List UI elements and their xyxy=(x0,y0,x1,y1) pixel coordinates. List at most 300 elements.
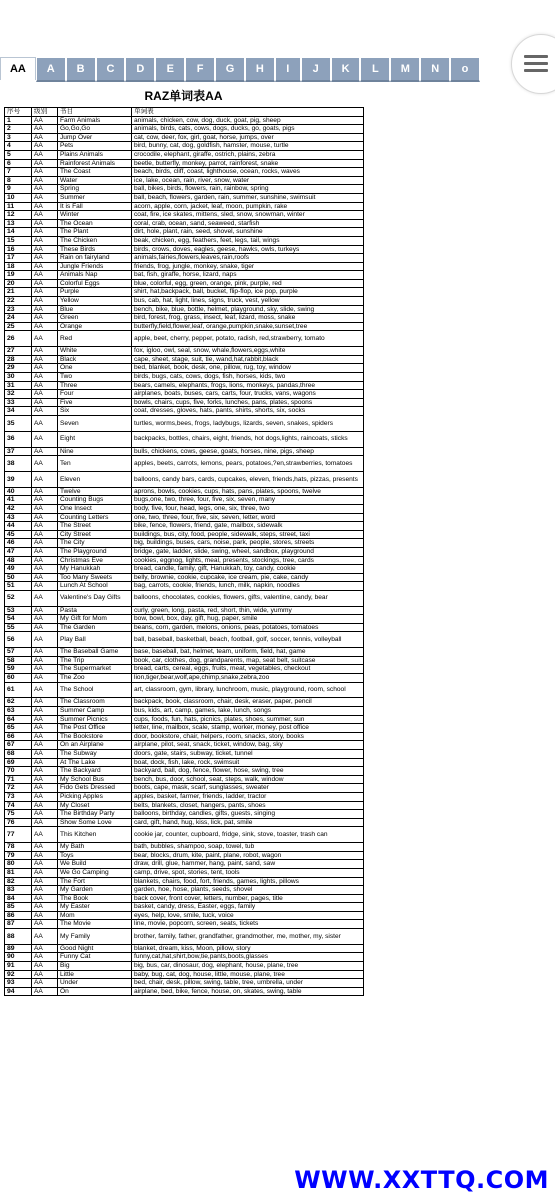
row-index: 36 xyxy=(5,431,32,447)
row-word-list: fox, igloo, owl, seal, snow, whale,flowers,eggs,white xyxy=(132,347,364,356)
row-level: AA xyxy=(32,894,58,903)
row-index: 29 xyxy=(5,364,32,373)
row-level: AA xyxy=(32,732,58,741)
row-word-list: bear, blocks, drum, kite, paint, plane, robot, wagon xyxy=(132,851,364,860)
table-row xyxy=(5,827,364,843)
table-row xyxy=(5,305,364,314)
row-book-title: My Bath xyxy=(58,843,132,852)
level-tab-o[interactable]: o xyxy=(450,57,480,82)
row-level: AA xyxy=(32,953,58,962)
table-row xyxy=(5,530,364,539)
row-word-list: balloons, birthday, candles, gifts, guests, singing xyxy=(132,810,364,819)
row-book-title: Eleven xyxy=(58,471,132,487)
row-level: AA xyxy=(32,513,58,522)
row-index: 19 xyxy=(5,271,32,280)
row-book-title: These Birds xyxy=(58,245,132,254)
row-index: 3 xyxy=(5,133,32,142)
row-index: 60 xyxy=(5,674,32,683)
row-word-list: balloons, chocolates, cookies, flowers, gifts, valentine, candy, bear xyxy=(132,590,364,606)
row-word-list: lion,tiger,bear,wolf,ape,chimp,snake,zebra,zoo xyxy=(132,674,364,683)
row-book-title: It is Fall xyxy=(58,202,132,211)
table-row xyxy=(5,920,364,929)
row-book-title: Farm Animals xyxy=(58,116,132,125)
row-word-list: cookie jar, counter, cupboard, fridge, sink, stove, toaster, trash can xyxy=(132,827,364,843)
row-book-title: Eight xyxy=(58,431,132,447)
row-level: AA xyxy=(32,767,58,776)
table-row xyxy=(5,355,364,364)
row-level: AA xyxy=(32,471,58,487)
row-level: AA xyxy=(32,347,58,356)
row-index: 49 xyxy=(5,565,32,574)
row-level: AA xyxy=(32,615,58,624)
row-word-list: bed, chair, desk, pillow, swing, table, tree, umbrella, under xyxy=(132,979,364,988)
row-word-list: bench, bus, door, school, seat, steps, walk, window xyxy=(132,775,364,784)
level-tab-k[interactable]: K xyxy=(331,57,361,82)
row-level: AA xyxy=(32,271,58,280)
row-level: AA xyxy=(32,582,58,591)
row-index: 72 xyxy=(5,784,32,793)
row-book-title: Show Some Love xyxy=(58,818,132,827)
row-book-title: My School Bus xyxy=(58,775,132,784)
row-word-list: friends, frog, jungle, monkey, snake, tiger xyxy=(132,262,364,271)
row-level: AA xyxy=(32,665,58,674)
row-word-list: airplane, pilot, seat, snack, ticket, window, bag, sky xyxy=(132,741,364,750)
row-index: 11 xyxy=(5,202,32,211)
row-word-list: big, bus, car, dinosaur, dog, elephant, house, plane, tree xyxy=(132,962,364,971)
row-level: AA xyxy=(32,245,58,254)
level-tab-n[interactable]: N xyxy=(420,57,450,82)
row-book-title: Winter xyxy=(58,211,132,220)
row-level: AA xyxy=(32,656,58,665)
row-word-list: belts, blankets, closet, hangers, pants, shoes xyxy=(132,801,364,810)
row-word-list: bowls, chairs, cups, five, forks, lunches, pans, plates, spoons xyxy=(132,398,364,407)
table-row xyxy=(5,623,364,632)
word-list-sheet xyxy=(4,86,363,996)
row-index: 86 xyxy=(5,911,32,920)
row-word-list: aprons, bowls, cookies, cups, hats, pans, plates, spoons, twelve xyxy=(132,487,364,496)
sheet-title: RAZ单词表AA xyxy=(144,89,223,103)
row-word-list: bus, kids, art, camp, games, lake, lunch, songs xyxy=(132,707,364,716)
table-row xyxy=(5,573,364,582)
table-row xyxy=(5,648,364,657)
row-book-title: Jungle Friends xyxy=(58,262,132,271)
table-row xyxy=(5,682,364,698)
row-book-title: The City xyxy=(58,539,132,548)
row-index: 27 xyxy=(5,347,32,356)
row-index: 51 xyxy=(5,582,32,591)
row-word-list: bugs,one, two, three, four, five, six, seven, many xyxy=(132,496,364,505)
row-level: AA xyxy=(32,219,58,228)
row-index: 90 xyxy=(5,953,32,962)
row-level: AA xyxy=(32,202,58,211)
table-row xyxy=(5,504,364,513)
row-book-title: Animals Nap xyxy=(58,271,132,280)
table-row xyxy=(5,665,364,674)
table-row xyxy=(5,398,364,407)
row-book-title: Orange xyxy=(58,322,132,331)
row-word-list: bulls, chickens, cows, geese, goats, horses, nine, pigs, sheep xyxy=(132,447,364,456)
row-word-list: dirt, hole, plant, rain, seed, shovel, sunshine xyxy=(132,228,364,237)
row-book-title: The School xyxy=(58,682,132,698)
row-word-list: bench, bike, blue, bottle, helmet, playground, sky, slide, swing xyxy=(132,305,364,314)
row-level: AA xyxy=(32,522,58,531)
table-row xyxy=(5,911,364,920)
row-level: AA xyxy=(32,415,58,431)
table-row xyxy=(5,236,364,245)
row-word-list: coat, dresses, gloves, hats, pants, shirts, shorts, six, socks xyxy=(132,407,364,416)
table-row xyxy=(5,381,364,390)
row-level: AA xyxy=(32,496,58,505)
header-book-title: 书目 xyxy=(58,108,132,117)
row-level: AA xyxy=(32,632,58,648)
table-row xyxy=(5,447,364,456)
row-level: AA xyxy=(32,573,58,582)
row-level: AA xyxy=(32,556,58,565)
row-word-list: apples, basket, farmer, friends, ladder, tractor xyxy=(132,792,364,801)
row-book-title: The Movie xyxy=(58,920,132,929)
table-row xyxy=(5,456,364,472)
row-word-list: bread, carts, cereal, eggs, fruits, meat, vegetables, checkout xyxy=(132,665,364,674)
row-level: AA xyxy=(32,288,58,297)
row-level: AA xyxy=(32,279,58,288)
row-level: AA xyxy=(32,262,58,271)
table-row xyxy=(5,390,364,399)
row-index: 5 xyxy=(5,150,32,159)
row-word-list: crocodile, elephant, giraffe, ostrich, plains, zebra xyxy=(132,150,364,159)
row-book-title: On xyxy=(58,987,132,996)
row-word-list: apples, beets, carrots, lemons, pears, potatoes,?en,strawberries, tomatoes xyxy=(132,456,364,472)
row-word-list: animals, chicken, cow, dog, duck, goat, pig, sheep xyxy=(132,116,364,125)
row-book-title: The Bookstore xyxy=(58,732,132,741)
row-book-title: Picking Apples xyxy=(58,792,132,801)
row-book-title: The Zoo xyxy=(58,674,132,683)
row-word-list: boat, dock, fish, lake, rock, swimsuit xyxy=(132,758,364,767)
row-book-title: Mom xyxy=(58,911,132,920)
level-tab-e[interactable]: E xyxy=(155,57,185,82)
row-word-list: brother, family, father, grandfather, grandmother, me, mother, my, sister xyxy=(132,929,364,945)
row-index: 63 xyxy=(5,707,32,716)
row-level: AA xyxy=(32,254,58,263)
row-index: 9 xyxy=(5,185,32,194)
table-row xyxy=(5,615,364,624)
table-row xyxy=(5,758,364,767)
level-tab-l[interactable]: L xyxy=(360,57,390,82)
table-row xyxy=(5,724,364,733)
table-row xyxy=(5,810,364,819)
table-row xyxy=(5,732,364,741)
row-book-title: Yellow xyxy=(58,297,132,306)
row-word-list: turtles, worms,bees, frogs, ladybugs, lizards, seven, snakes, spiders xyxy=(132,415,364,431)
row-level: AA xyxy=(32,903,58,912)
row-book-title: Three xyxy=(58,381,132,390)
level-tab-j[interactable]: J xyxy=(301,57,331,82)
row-word-list: beak, chicken, egg, feathers, feet, legs, tail, wings xyxy=(132,236,364,245)
row-book-title: Summer Camp xyxy=(58,707,132,716)
table-row xyxy=(5,288,364,297)
row-book-title: One Insect xyxy=(58,504,132,513)
row-level: AA xyxy=(32,228,58,237)
row-index: 39 xyxy=(5,471,32,487)
row-word-list: bow, bowl, box, day, gift, hug, paper, smile xyxy=(132,615,364,624)
level-tab-g[interactable]: G xyxy=(215,57,245,82)
row-level: AA xyxy=(32,707,58,716)
menu-icon-bar xyxy=(524,62,548,65)
row-word-list: backpacks, bottles, chairs, eight, friends, hot dogs,lights, raincoats, sticks xyxy=(132,431,364,447)
row-level: AA xyxy=(32,715,58,724)
row-book-title: Lunch At School xyxy=(58,582,132,591)
row-book-title: White xyxy=(58,347,132,356)
row-index: 21 xyxy=(5,288,32,297)
row-level: AA xyxy=(32,407,58,416)
table-row xyxy=(5,539,364,548)
row-word-list: bag, carrots, cookie, friends, lunch, milk, napkin, noodles xyxy=(132,582,364,591)
table-row xyxy=(5,487,364,496)
row-index: 68 xyxy=(5,750,32,759)
row-index: 88 xyxy=(5,929,32,945)
table-row xyxy=(5,347,364,356)
row-book-title: Counting Letters xyxy=(58,513,132,522)
table-row xyxy=(5,193,364,202)
row-word-list: blue, colorful, egg, green, orange, pink, purple, red xyxy=(132,279,364,288)
table-row xyxy=(5,496,364,505)
row-word-list: ice, lake, ocean, rain, river, snow, water xyxy=(132,176,364,185)
row-word-list: one, two, three, four, five, six, seven, letter, word xyxy=(132,513,364,522)
table-row xyxy=(5,322,364,331)
row-word-list: beans, corn, garden, melons, onions, peas, potatoes, tomatoes xyxy=(132,623,364,632)
table-row xyxy=(5,415,364,431)
row-word-list: draw, drill, glue, hammer, hang, paint, sand, saw xyxy=(132,860,364,869)
row-level: AA xyxy=(32,920,58,929)
row-level: AA xyxy=(32,364,58,373)
row-book-title: The Birthday Party xyxy=(58,810,132,819)
row-index: 62 xyxy=(5,698,32,707)
level-tab-h[interactable]: H xyxy=(245,57,275,82)
row-index: 55 xyxy=(5,623,32,632)
row-word-list: camp, drive, spot, stories, tent, tools xyxy=(132,868,364,877)
row-book-title: One xyxy=(58,364,132,373)
row-book-title: The Garden xyxy=(58,623,132,632)
table-row xyxy=(5,843,364,852)
row-level: AA xyxy=(32,176,58,185)
row-book-title: Go,Go,Go xyxy=(58,125,132,134)
row-word-list: door, bookstore, chair, helpers, room, snacks, story, books xyxy=(132,732,364,741)
row-book-title: The Ocean xyxy=(58,219,132,228)
row-book-title: The Plant xyxy=(58,228,132,237)
row-book-title: Ten xyxy=(58,456,132,472)
row-index: 10 xyxy=(5,193,32,202)
header-word-list: 单词表 xyxy=(132,108,364,117)
row-level: AA xyxy=(32,810,58,819)
row-word-list: bridge, gate, ladder, slide, swing, wheel, sandbox, playground xyxy=(132,547,364,556)
row-book-title: This Kitchen xyxy=(58,827,132,843)
table-row xyxy=(5,775,364,784)
row-book-title: Play Ball xyxy=(58,632,132,648)
row-index: 80 xyxy=(5,860,32,869)
row-index: 85 xyxy=(5,903,32,912)
row-book-title: Summer xyxy=(58,193,132,202)
row-book-title: The Book xyxy=(58,894,132,903)
row-index: 8 xyxy=(5,176,32,185)
row-word-list: cat, cow, deer, fox, girl, goat, horse, jumps, over xyxy=(132,133,364,142)
row-index: 69 xyxy=(5,758,32,767)
row-word-list: bat, fish, giraffe, horse, lizard, naps xyxy=(132,271,364,280)
row-index: 23 xyxy=(5,305,32,314)
row-index: 32 xyxy=(5,390,32,399)
menu-button[interactable] xyxy=(511,34,555,94)
row-word-list: funny,cat,hat,shirt,bow,tie,pants,boots,glasses xyxy=(132,953,364,962)
row-book-title: We Go Camping xyxy=(58,868,132,877)
row-index: 94 xyxy=(5,987,32,996)
row-index: 15 xyxy=(5,236,32,245)
table-row xyxy=(5,262,364,271)
row-level: AA xyxy=(32,504,58,513)
row-book-title: Pets xyxy=(58,142,132,151)
row-level: AA xyxy=(32,860,58,869)
row-book-title: The Fort xyxy=(58,877,132,886)
row-index: 33 xyxy=(5,398,32,407)
table-row xyxy=(5,979,364,988)
row-index: 26 xyxy=(5,331,32,347)
table-row xyxy=(5,185,364,194)
row-book-title: Five xyxy=(58,398,132,407)
row-index: 47 xyxy=(5,547,32,556)
row-level: AA xyxy=(32,623,58,632)
table-row xyxy=(5,125,364,134)
row-level: AA xyxy=(32,331,58,347)
table-row xyxy=(5,297,364,306)
row-book-title: Spring xyxy=(58,185,132,194)
row-index: 16 xyxy=(5,245,32,254)
row-word-list: birds, crows, doves, eagles, geese, hawks, owls, turkeys xyxy=(132,245,364,254)
row-word-list: body, five, four, head, legs, one, six, three, two xyxy=(132,504,364,513)
row-word-list: basket, candy, dress, Easter, eggs, family xyxy=(132,903,364,912)
level-tab-c[interactable]: C xyxy=(96,57,126,82)
row-level: AA xyxy=(32,784,58,793)
row-word-list: animals, birds, cats, cows, dogs, ducks, go, goats, pigs xyxy=(132,125,364,134)
row-book-title: Green xyxy=(58,314,132,323)
level-tab-b[interactable]: B xyxy=(66,57,96,82)
row-level: AA xyxy=(32,390,58,399)
table-row xyxy=(5,606,364,615)
row-word-list: airplane, bed, bike, fence, house, on, skates, swing, table xyxy=(132,987,364,996)
row-level: AA xyxy=(32,322,58,331)
row-index: 2 xyxy=(5,125,32,134)
row-index: 24 xyxy=(5,314,32,323)
level-tab-i[interactable]: I xyxy=(275,57,301,82)
row-word-list: bike, fence, flowers, friend, gate, mailbox, sidewalk xyxy=(132,522,364,531)
row-level: AA xyxy=(32,211,58,220)
level-tab-aa[interactable]: AA xyxy=(0,57,36,80)
row-index: 92 xyxy=(5,970,32,979)
row-book-title: The Supermarket xyxy=(58,665,132,674)
row-index: 73 xyxy=(5,792,32,801)
row-index: 66 xyxy=(5,732,32,741)
row-index: 22 xyxy=(5,297,32,306)
row-book-title: Red xyxy=(58,331,132,347)
row-index: 53 xyxy=(5,606,32,615)
row-level: AA xyxy=(32,851,58,860)
table-row xyxy=(5,211,364,220)
row-index: 25 xyxy=(5,322,32,331)
row-level: AA xyxy=(32,962,58,971)
row-index: 93 xyxy=(5,979,32,988)
row-word-list: beetle, butterfly, monkey, parrot, rainforest, snake xyxy=(132,159,364,168)
row-book-title: Fido Gets Dressed xyxy=(58,784,132,793)
row-level: AA xyxy=(32,818,58,827)
row-index: 14 xyxy=(5,228,32,237)
row-book-title: Blue xyxy=(58,305,132,314)
row-index: 78 xyxy=(5,843,32,852)
row-index: 89 xyxy=(5,944,32,953)
row-index: 79 xyxy=(5,851,32,860)
row-book-title: The Backyard xyxy=(58,767,132,776)
row-level: AA xyxy=(32,456,58,472)
row-book-title: Rain on fairyland xyxy=(58,254,132,263)
table-row xyxy=(5,407,364,416)
row-index: 83 xyxy=(5,886,32,895)
row-index: 77 xyxy=(5,827,32,843)
row-word-list: butterfly,field,flower,leaf, orange,pumpkin,snake,sunset,tree xyxy=(132,322,364,331)
row-level: AA xyxy=(32,674,58,683)
row-book-title: The Street xyxy=(58,522,132,531)
level-tab-m[interactable]: M xyxy=(390,57,420,82)
row-index: 76 xyxy=(5,818,32,827)
row-level: AA xyxy=(32,431,58,447)
row-index: 50 xyxy=(5,573,32,582)
row-book-title: The Coast xyxy=(58,168,132,177)
row-index: 81 xyxy=(5,868,32,877)
row-book-title: Purple xyxy=(58,288,132,297)
row-word-list: card, gift, hand, hug, kiss, lick, pat, smile xyxy=(132,818,364,827)
row-book-title: Nine xyxy=(58,447,132,456)
row-level: AA xyxy=(32,185,58,194)
menu-icon-bar xyxy=(524,69,548,72)
table-row xyxy=(5,279,364,288)
row-word-list: ball, baseball, basketball, beach, football, golf, soccer, tennis, volleyball xyxy=(132,632,364,648)
header-level: 级别 xyxy=(32,108,58,117)
row-book-title: The Trip xyxy=(58,656,132,665)
row-word-list: bears, camels, elephants, frogs, lions, monkeys, pandas,three xyxy=(132,381,364,390)
row-level: AA xyxy=(32,142,58,151)
row-word-list: bird, forest, frog, grass, insect, leaf, lizard, moss, snake xyxy=(132,314,364,323)
row-level: AA xyxy=(32,944,58,953)
row-index: 84 xyxy=(5,894,32,903)
row-index: 7 xyxy=(5,168,32,177)
row-book-title: Big xyxy=(58,962,132,971)
table-row xyxy=(5,801,364,810)
row-level: AA xyxy=(32,929,58,945)
table-row xyxy=(5,471,364,487)
row-word-list: backyard, ball, dog, fence, flower, hose, swing, tree xyxy=(132,767,364,776)
row-book-title: Colorful Eggs xyxy=(58,279,132,288)
table-row xyxy=(5,159,364,168)
row-index: 43 xyxy=(5,513,32,522)
table-row xyxy=(5,741,364,750)
level-tab-d[interactable]: D xyxy=(125,57,155,82)
level-tab-a[interactable]: A xyxy=(36,57,66,82)
table-row xyxy=(5,245,364,254)
row-level: AA xyxy=(32,758,58,767)
row-level: AA xyxy=(32,775,58,784)
level-tab-f[interactable]: F xyxy=(185,57,215,82)
table-row xyxy=(5,860,364,869)
level-tab-bar xyxy=(0,57,480,81)
row-book-title: The Classroom xyxy=(58,698,132,707)
row-index: 6 xyxy=(5,159,32,168)
row-book-title: Black xyxy=(58,355,132,364)
row-book-title: Plains Animals xyxy=(58,150,132,159)
row-word-list: doors, gate, stairs, subway, ticket, tunnel xyxy=(132,750,364,759)
